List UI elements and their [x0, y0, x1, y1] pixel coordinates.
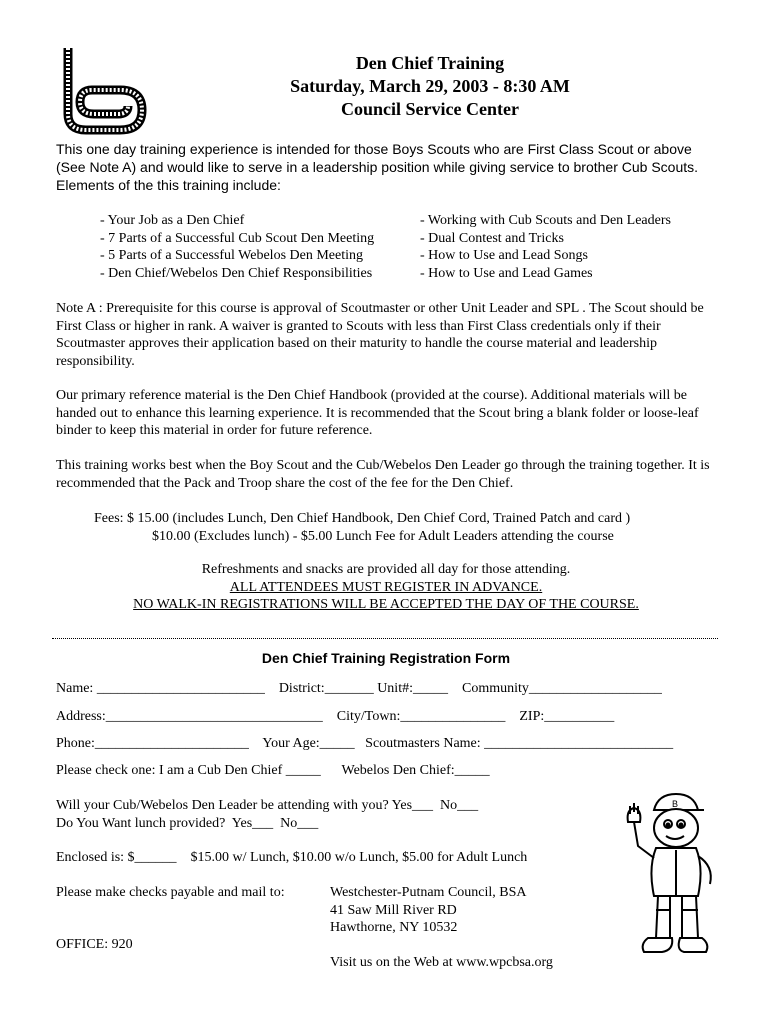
list-item: - Dual Contest and Tricks: [420, 230, 564, 246]
form-title: Den Chief Training Registration Form: [261, 650, 511, 666]
title-location: Council Service Center: [341, 99, 519, 119]
refreshments-text: Refreshments and snacks are provided all day for those attending.: [201, 562, 571, 577]
works-best-paragraph: This training works best when the Boy Scout and the Cub/Webelos Den Leader go through the training together. It is recommended that the Pack and Troop share the cost of the fee for the Den Chief.: [56, 458, 710, 491]
cub-scout-illustration-icon: [618, 788, 728, 968]
office-text: OFFICE: 920: [56, 937, 133, 952]
page-title: [200, 52, 660, 121]
mail-line-3: Hawthorne, NY 10532: [330, 920, 458, 935]
list-item: - 7 Parts of a Successful Cub Scout Den Meeting: [100, 230, 375, 246]
note-a-paragraph: Note A : Prerequisite for this course is approval of Scoutmaster or other Unit Leader and SPL . The Scout should be First Class or higher in rank. A waiver is granted to Scouts with less than First Class credentials only if their Scoutmaster approves their application based on their maturity to handle the course material and leadership responsibility.: [56, 301, 704, 369]
fees-line-2: $10.00 (Excludes lunch) - $5.00 Lunch Fee for Adult Leaders attending the course: [152, 528, 614, 544]
mailing-address: [330, 884, 553, 971]
council-logo-icon: [58, 44, 150, 136]
cut-line-divider: [52, 638, 718, 639]
svg-text:B: B: [672, 799, 679, 809]
list-item: - How to Use and Lead Songs: [420, 248, 588, 263]
address-row[interactable]: Address:_______________________________ City/Town:_______________ ZIP:__________: [56, 709, 615, 724]
training-elements-left: [100, 212, 374, 282]
leader-row[interactable]: Will your Cub/Webelos Den Leader be attending with you? Yes___ No___: [56, 798, 479, 813]
training-elements-right: [420, 212, 671, 282]
no-walkin-notice: NO WALK-IN REGISTRATIONS WILL BE ACCEPTED THE DAY OF THE COURSE.: [133, 597, 639, 612]
mail-line-2: 41 Saw Mill River RD: [330, 902, 457, 918]
title-date: Saturday, March 29, 2003 - 8:30 AM: [290, 76, 570, 96]
list-item: - Your Job as a Den Chief: [100, 213, 245, 228]
fees-block: [56, 510, 716, 545]
list-item: - Den Chief/Webelos Den Chief Responsibilities: [100, 265, 373, 281]
enclosed-row[interactable]: Enclosed is: $______ $15.00 w/ Lunch, $10.00 w/o Lunch, $5.00 for Adult Lunch: [56, 850, 528, 865]
name-row[interactable]: Name: ________________________ District:_______ Unit#:_____ Community___________________: [56, 681, 662, 696]
list-item: - 5 Parts of a Successful Webelos Den Meeting: [100, 248, 363, 263]
intro-paragraph: This one day training experience is intended for those Boys Scouts who are First Class Scout or above (See Note A) and would like to serve in a leadership position while giving service to brother Cub Scouts. Elements of the this training include:: [56, 141, 699, 193]
phone-row[interactable]: Phone:______________________ Your Age:_____ Scoutmasters Name: ___________________________: [56, 736, 674, 751]
payable-label: Please make checks payable and mail to:: [56, 885, 285, 900]
mail-line-1: Westchester-Putnam Council, BSA: [330, 885, 527, 900]
list-item: - Working with Cub Scouts and Den Leaders: [420, 213, 671, 228]
title-line-1: Den Chief Training: [355, 53, 505, 73]
reference-paragraph: Our primary reference material is the Den Chief Handbook (provided at the course). Additional materials will be handed out to enhance this learning experience. It is recommended that the Scout bring a blank folder or loose-leaf binder to keep this material in order for future reference.: [56, 388, 699, 438]
lunch-row[interactable]: Do You Want lunch provided? Yes___ No___: [56, 816, 319, 831]
list-item: - How to Use and Lead Games: [420, 265, 593, 281]
register-notice: ALL ATTENDEES MUST REGISTER IN ADVANCE.: [229, 579, 543, 595]
fees-line-1: Fees: $ 15.00 (includes Lunch, Den Chief Handbook, Den Chief Cord, Trained Patch and card ): [94, 511, 631, 526]
notice-block: [56, 561, 716, 614]
website-text: Visit us on the Web at www.wpcbsa.org: [330, 954, 553, 970]
check-row[interactable]: Please check one: I am a Cub Den Chief _____ Webelos Den Chief:_____: [56, 763, 490, 778]
